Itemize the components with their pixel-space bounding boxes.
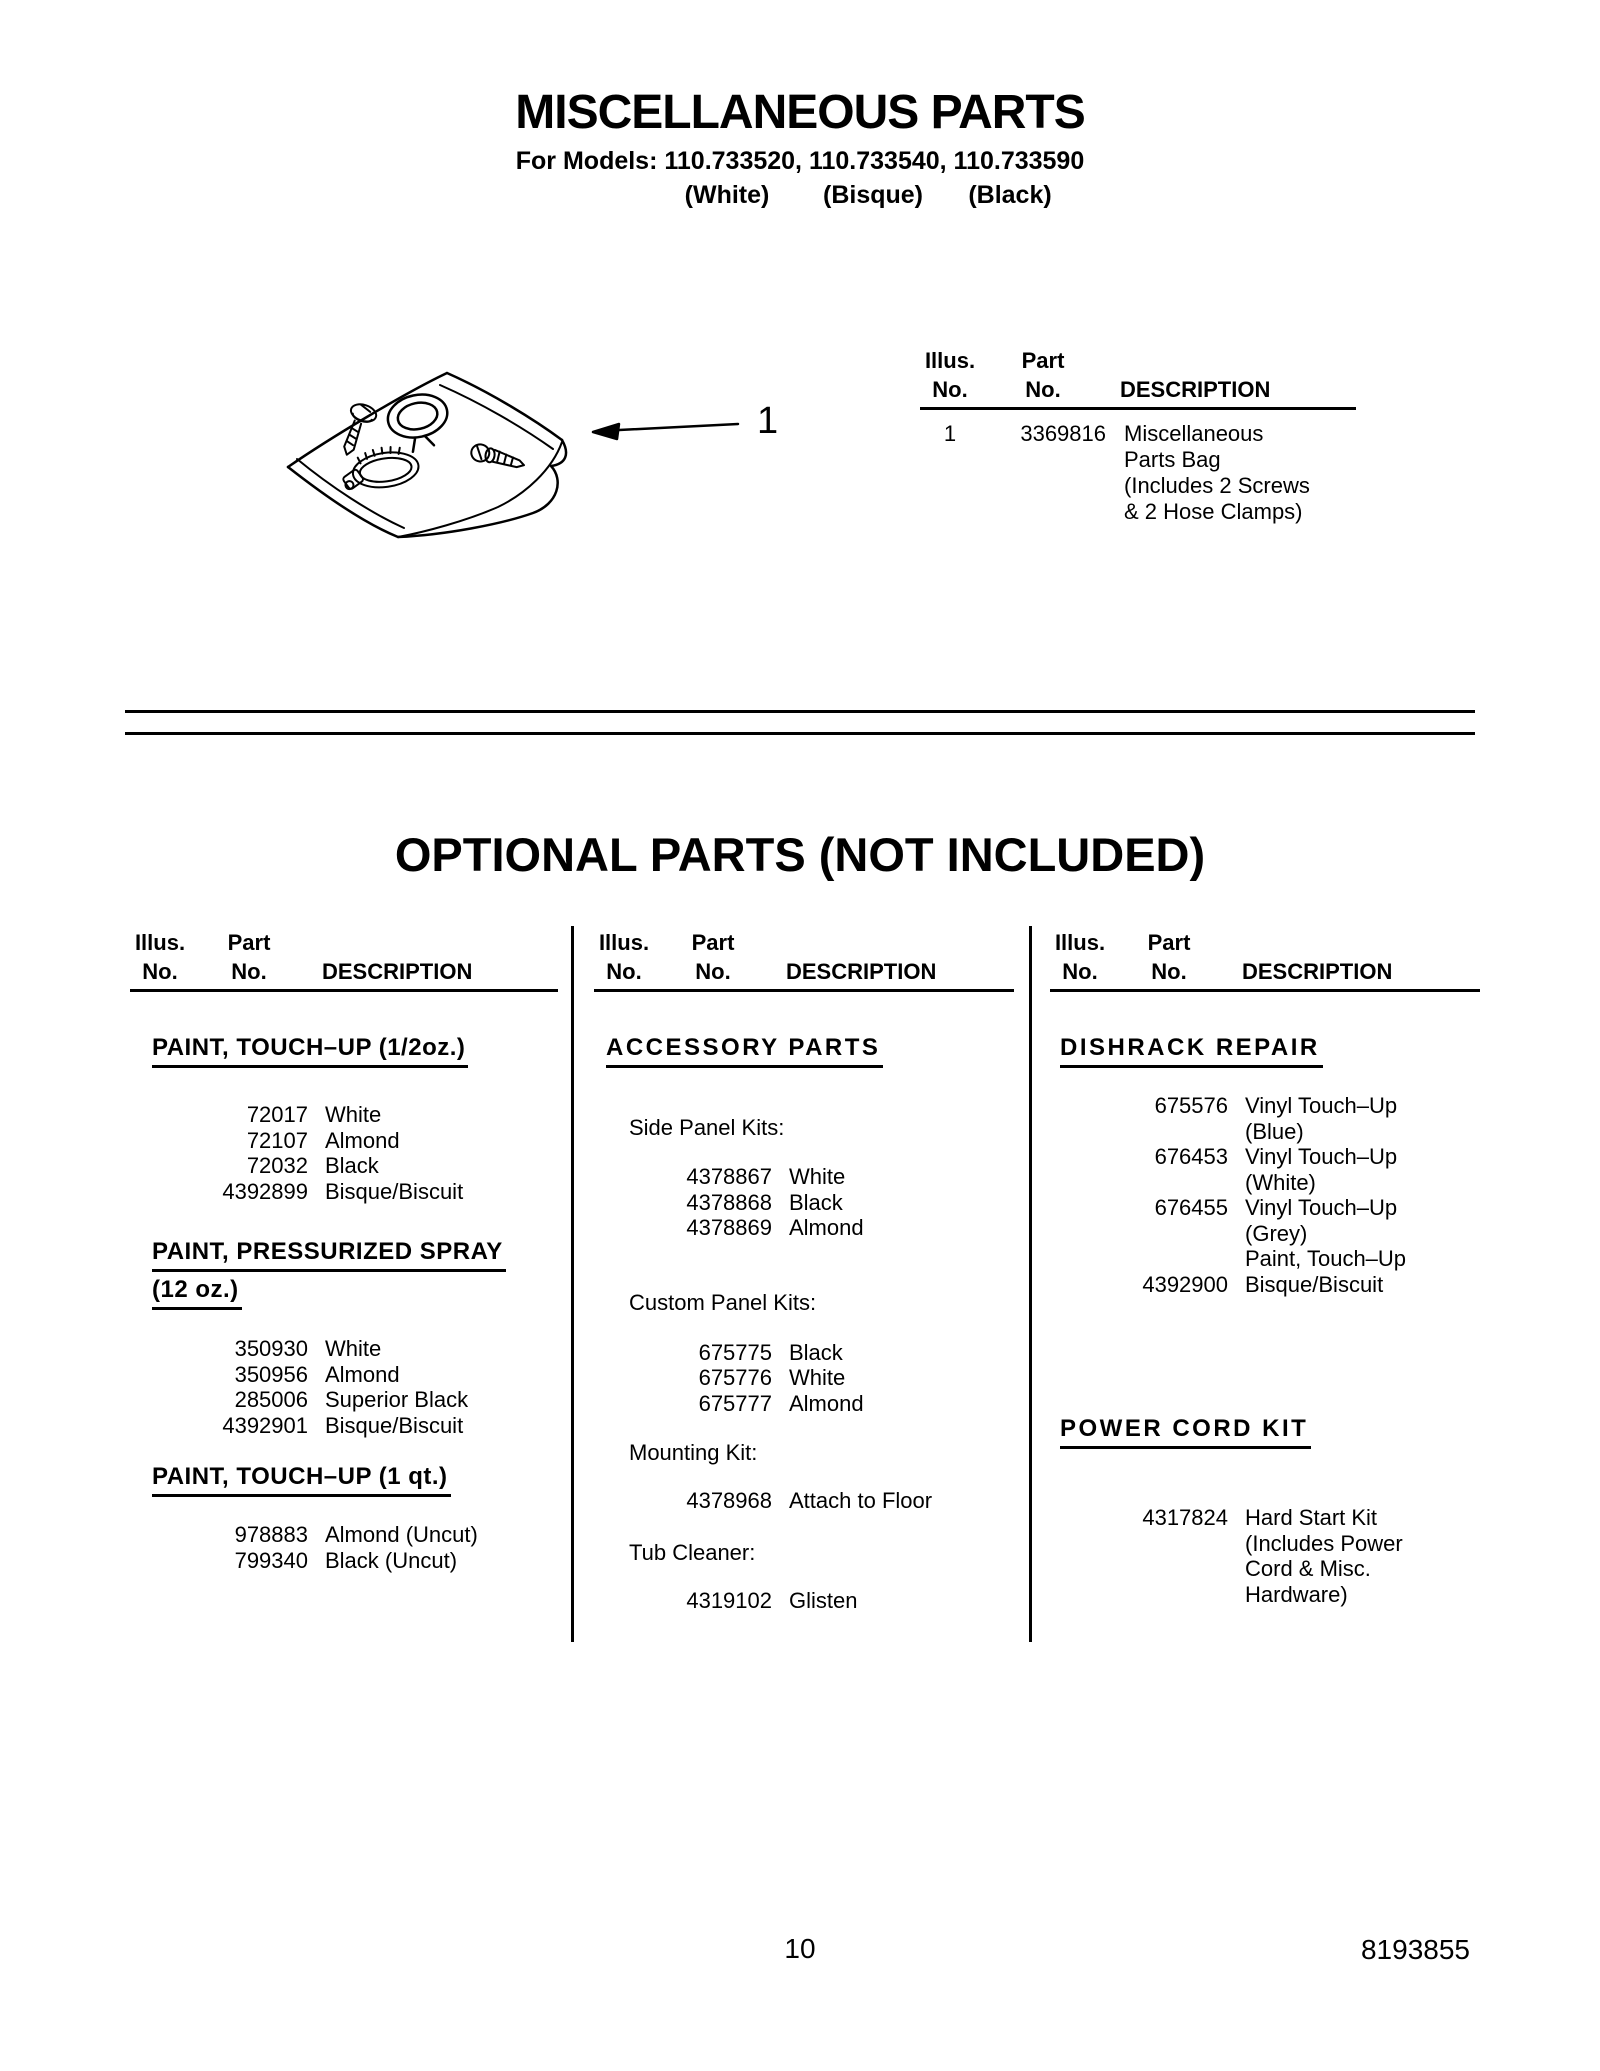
part-description: Bisque/Biscuit	[325, 1412, 464, 1438]
part-description: Vinyl Touch–Up	[1245, 1144, 1398, 1169]
part-row	[1050, 1170, 1480, 1196]
part-description: Paint, Touch–Up	[1245, 1246, 1407, 1271]
paint-touchup-quart-rows	[130, 1522, 558, 1573]
sublabel-custom-panel-kits: Custom Panel Kits:	[629, 1289, 817, 1315]
part-row	[130, 1413, 558, 1439]
part-description: Almond	[325, 1127, 400, 1153]
header-illus-no: Illus. No.	[924, 348, 976, 402]
part-description: (White)	[1245, 1169, 1316, 1195]
part-description: Almond	[789, 1390, 864, 1416]
optional-column-accessory	[594, 928, 1014, 1613]
part-row	[1050, 1531, 1480, 1557]
column3-header: Illus. No. Part No. DESCRIPTION	[1050, 928, 1480, 992]
section-title-accessory-parts: ACCESSORY PARTS	[606, 1036, 1014, 1074]
part-row	[594, 1340, 1014, 1366]
part-description: Almond	[325, 1361, 400, 1387]
part-number: 4392901	[222, 1412, 308, 1438]
part-number	[1050, 1170, 1228, 1196]
part-row	[130, 1548, 558, 1574]
column2-header: Illus. No. Part No. DESCRIPTION	[594, 928, 1014, 992]
page-number: 10	[784, 1933, 816, 1964]
model-color-white: (White)	[684, 181, 770, 209]
part-row	[594, 1391, 1014, 1417]
part-row	[1050, 1505, 1480, 1531]
part-row	[130, 1179, 558, 1205]
part-description: (Blue)	[1245, 1118, 1304, 1144]
part-number: 72107	[246, 1127, 308, 1153]
header-part-no: Part No.	[1021, 348, 1065, 402]
part-row	[594, 1164, 1014, 1190]
misc-table-header	[920, 346, 1356, 410]
part-description: Black (Uncut)	[325, 1547, 458, 1573]
part-row	[130, 1336, 558, 1362]
header-description: DESCRIPTION	[1120, 377, 1271, 402]
part-description: White	[325, 1336, 382, 1361]
illus-no-cell: 1	[943, 421, 957, 446]
part-no-cell: 3369816	[1020, 421, 1106, 446]
section-title-paint-touchup-quart: PAINT, TOUCH–UP (1 qt.)	[152, 1465, 558, 1503]
part-description: Superior Black	[325, 1387, 469, 1412]
part-number: 675775	[698, 1339, 772, 1365]
part-description: Bisque/Biscuit	[1245, 1271, 1384, 1297]
section-title-power-cord-kit: POWER CORD KIT	[1060, 1417, 1480, 1455]
part-description: Cord & Misc.	[1245, 1556, 1371, 1581]
sublabel-side-panel-kits: Side Panel Kits:	[629, 1115, 785, 1140]
part-description: Black	[325, 1153, 379, 1178]
section-divider-rule	[125, 710, 1475, 735]
part-number	[1050, 1221, 1228, 1247]
part-number: 675777	[698, 1390, 772, 1416]
part-description: (Includes Power	[1245, 1530, 1403, 1556]
page-title: MISCELLANEOUS PARTS	[515, 86, 1085, 139]
power-cord-kit-rows	[1050, 1505, 1480, 1607]
part-number: 4378868	[686, 1189, 772, 1215]
optional-column-paint	[130, 928, 558, 1573]
part-row	[1050, 1093, 1480, 1119]
section-title-paint-pressurized-spray: PAINT, PRESSURIZED SPRAY (12 oz.)	[152, 1240, 558, 1316]
part-description: Almond (Uncut)	[325, 1522, 478, 1547]
part-number: 350930	[234, 1336, 308, 1361]
part-row	[1050, 1582, 1480, 1608]
part-number: 675776	[698, 1365, 772, 1390]
part-number	[1050, 1119, 1228, 1145]
part-number: 72017	[246, 1102, 308, 1127]
optional-column-dishrack-power	[1050, 928, 1480, 1607]
part-row	[130, 1153, 558, 1179]
part-row	[594, 1215, 1014, 1241]
part-row	[130, 1102, 558, 1128]
part-description: Almond	[789, 1215, 864, 1240]
part-description: Black	[789, 1189, 843, 1215]
part-description: Glisten	[789, 1587, 858, 1613]
part-row	[130, 1128, 558, 1154]
model-colors-line	[0, 180, 1600, 214]
side-panel-kit-rows	[594, 1164, 1014, 1241]
part-number: 676453	[1154, 1144, 1228, 1169]
part-description: (Grey)	[1245, 1220, 1308, 1246]
part-number: 799340	[234, 1547, 308, 1573]
part-row	[594, 1365, 1014, 1391]
part-row	[130, 1522, 558, 1548]
document-number: 8193855	[1360, 1934, 1470, 1965]
part-number	[1050, 1582, 1228, 1608]
part-number: 675576	[1154, 1093, 1228, 1118]
part-number	[1050, 1531, 1228, 1557]
part-description: Hardware)	[1245, 1581, 1348, 1607]
paint-touchup-half-oz-rows	[130, 1102, 558, 1204]
part-description: Bisque/Biscuit	[325, 1178, 464, 1204]
part-description: Vinyl Touch–Up	[1245, 1093, 1398, 1118]
mounting-kit-rows	[594, 1488, 1014, 1514]
part-number: 676455	[1154, 1195, 1228, 1220]
models-line: For Models: 110.733520, 110.733540, 110.733590	[515, 147, 1085, 175]
part-row	[130, 1387, 558, 1413]
parts-bag-illustration	[270, 360, 770, 560]
part-row	[594, 1588, 1014, 1614]
part-row	[130, 1362, 558, 1388]
part-description: Hard Start Kit	[1245, 1505, 1378, 1530]
dishrack-repair-rows	[1050, 1093, 1480, 1297]
model-color-bisque: (Bisque)	[823, 181, 923, 209]
part-row	[594, 1190, 1014, 1216]
part-row	[594, 1488, 1014, 1514]
part-row	[1050, 1246, 1480, 1272]
part-number: 4392900	[1142, 1271, 1228, 1297]
part-row	[1050, 1221, 1480, 1247]
part-number: 4392899	[222, 1178, 308, 1204]
part-number	[1050, 1556, 1228, 1582]
part-number: 4378867	[686, 1164, 772, 1189]
custom-panel-kit-rows	[594, 1340, 1014, 1417]
part-row	[1050, 1272, 1480, 1298]
description-cell: Miscellaneous Parts Bag (Includes 2 Screws & 2 Hose Clamps)	[1124, 421, 1310, 524]
part-number: 978883	[234, 1522, 308, 1547]
part-number	[1050, 1246, 1228, 1272]
paint-pressurized-spray-rows	[130, 1336, 558, 1438]
part-row	[1050, 1144, 1480, 1170]
part-number: 350956	[234, 1361, 308, 1387]
part-number: 4317824	[1142, 1505, 1228, 1530]
part-description: White	[325, 1102, 382, 1127]
column-divider-left	[571, 926, 574, 1642]
column-divider-right	[1029, 926, 1032, 1642]
part-description: Black	[789, 1339, 843, 1365]
callout-label: 1	[757, 400, 779, 442]
part-row	[1050, 1195, 1480, 1221]
part-description: Vinyl Touch–Up	[1245, 1195, 1398, 1220]
part-number: 4378968	[686, 1488, 772, 1513]
part-number: 72032	[246, 1153, 308, 1178]
optional-parts-title: OPTIONAL PARTS (NOT INCLUDED)	[394, 828, 1206, 881]
part-row	[1050, 1556, 1480, 1582]
callout-arrow	[593, 424, 738, 439]
sublabel-tub-cleaner: Tub Cleaner:	[629, 1539, 756, 1565]
part-description: White	[789, 1164, 846, 1189]
model-color-black: (Black)	[968, 181, 1052, 209]
misc-parts-row	[920, 421, 1356, 525]
section-title-paint-touchup-half-oz: PAINT, TOUCH–UP (1/2oz.)	[152, 1036, 558, 1074]
tub-cleaner-rows	[594, 1588, 1014, 1614]
part-description: Attach to Floor	[789, 1488, 933, 1513]
section-title-dishrack-repair: DISHRACK REPAIR	[1060, 1036, 1480, 1074]
sublabel-mounting-kit: Mounting Kit:	[629, 1440, 758, 1465]
part-description: White	[789, 1365, 846, 1390]
part-number: 285006	[234, 1387, 308, 1412]
part-number: 4319102	[686, 1587, 772, 1613]
part-number: 4378869	[686, 1215, 772, 1240]
misc-parts-table	[920, 346, 1356, 525]
column1-header: Illus. No. Part No. DESCRIPTION	[130, 928, 558, 992]
part-row	[1050, 1119, 1480, 1145]
